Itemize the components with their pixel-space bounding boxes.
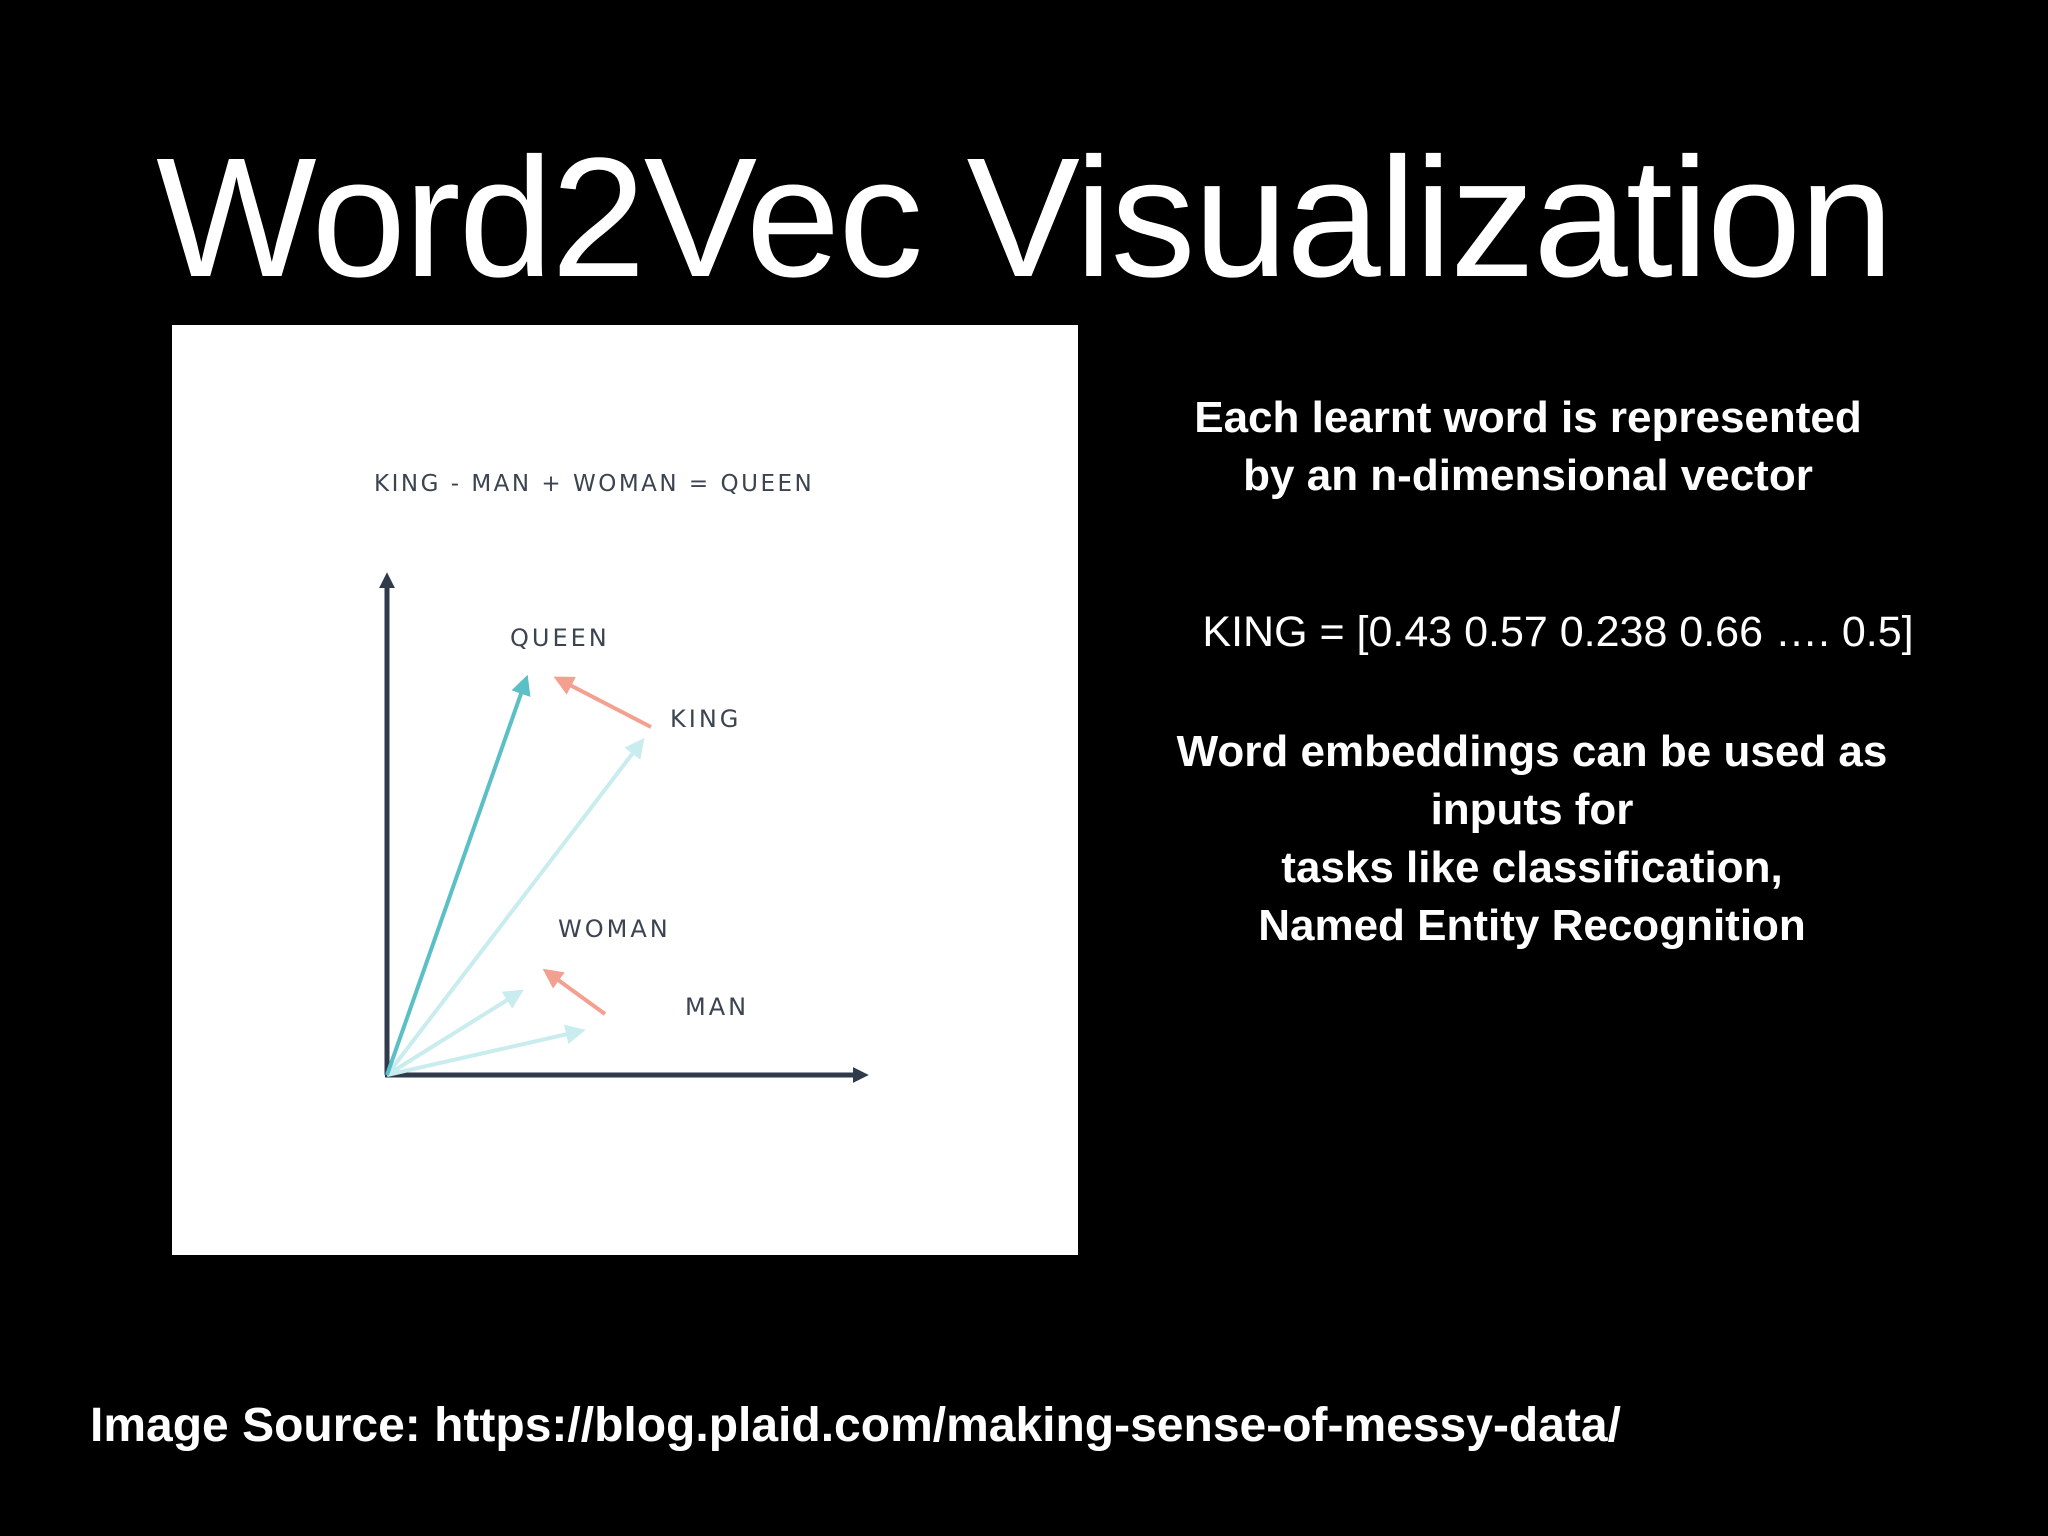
woman-vector xyxy=(387,997,512,1075)
description-line: Word embeddings can be used as xyxy=(1176,727,1888,776)
word2vec-diagram xyxy=(172,325,1078,1255)
man-to-woman-arrow xyxy=(554,977,605,1014)
description-embedding-uses xyxy=(1112,723,1952,955)
description-line: tasks like classification, xyxy=(1281,843,1783,892)
description-vector-representation xyxy=(1120,389,1936,505)
description-line: inputs for xyxy=(1430,785,1634,834)
word2vec-diagram-panel xyxy=(172,325,1078,1255)
image-source-credit: Image Source: https://blog.plaid.com/making-sense-of-messy-data/ xyxy=(90,1399,1621,1452)
king-label: KING xyxy=(670,705,742,733)
slide-title: Word2Vec Visualization xyxy=(156,123,1892,313)
description-line: by an n-dimensional vector xyxy=(1243,451,1813,500)
description-line: Each learnt word is represented xyxy=(1194,393,1862,442)
queen-label: QUEEN xyxy=(510,624,610,652)
king-vector-example: KING = [0.43 0.57 0.238 0.66 …. 0.5] xyxy=(1202,608,1914,656)
man-label: MAN xyxy=(685,993,750,1021)
description-line: Named Entity Recognition xyxy=(1258,901,1806,950)
king-to-queen-arrow xyxy=(566,683,651,727)
equation-label: KING - MAN + WOMAN = QUEEN xyxy=(374,471,815,497)
queen-vector xyxy=(387,688,523,1075)
woman-label: WOMAN xyxy=(558,915,671,943)
king-vector xyxy=(387,749,636,1075)
